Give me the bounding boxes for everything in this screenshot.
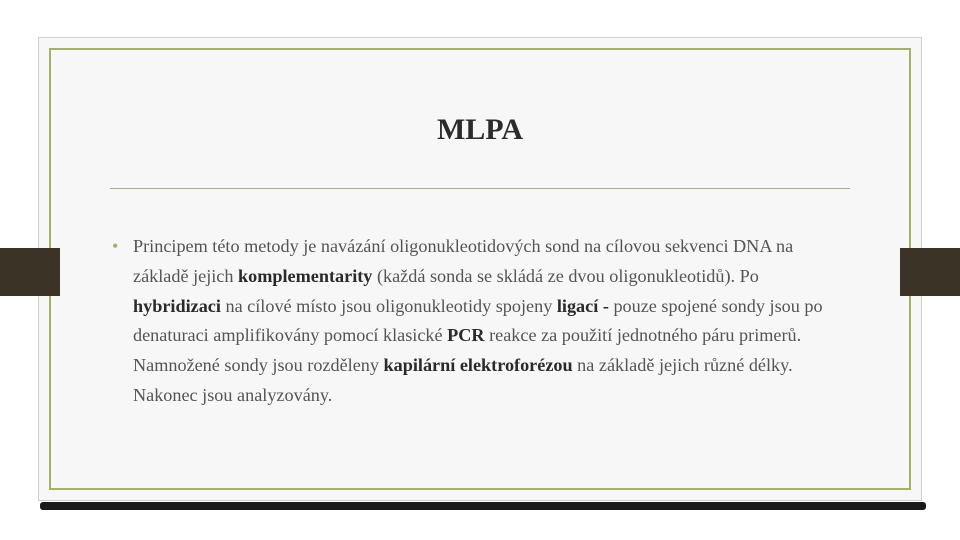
bold-term-hybridizaci: hybridizaci: [133, 295, 221, 316]
bottom-shadow-bar: [40, 502, 926, 510]
title-divider: [110, 188, 850, 189]
text-segment: Principem této metody je navázání oligonukleotidových sond na cílovou sekvenci DNA na základě jejich: [133, 236, 794, 286]
bullet-marker: •: [112, 236, 119, 256]
text-segment: (každá sonda se skládá ze dvou oligonukleotidů). Po: [372, 265, 759, 286]
bold-term-kapilarni-elektroforezou: kapilární elektroforézou: [383, 355, 573, 376]
bold-term-pcr: PCR: [447, 325, 485, 346]
slide-title: MLPA: [436, 113, 524, 146]
left-decor-tab: [0, 248, 60, 296]
text-segment: pouze spojené sondy jsou po denaturaci amplifikovány pomocí klasické: [133, 295, 823, 346]
bold-term-ligaci: ligací -: [556, 295, 609, 316]
bullet-item: [110, 232, 850, 411]
slide-content: [110, 232, 850, 411]
text-segment: reakce za použití jednotného páru primerů. Namnožené sondy jsou rozděleny: [133, 325, 802, 376]
right-decor-tab: [900, 248, 960, 296]
bullet-text: [133, 236, 823, 405]
bold-term-komplementarity: komplementarity: [238, 265, 373, 286]
text-segment: na základě jejich různé délky. Nakonec jsou analyzovány.: [133, 355, 793, 405]
text-segment: na cílové místo jsou oligonukleotidy spojeny: [220, 295, 557, 316]
